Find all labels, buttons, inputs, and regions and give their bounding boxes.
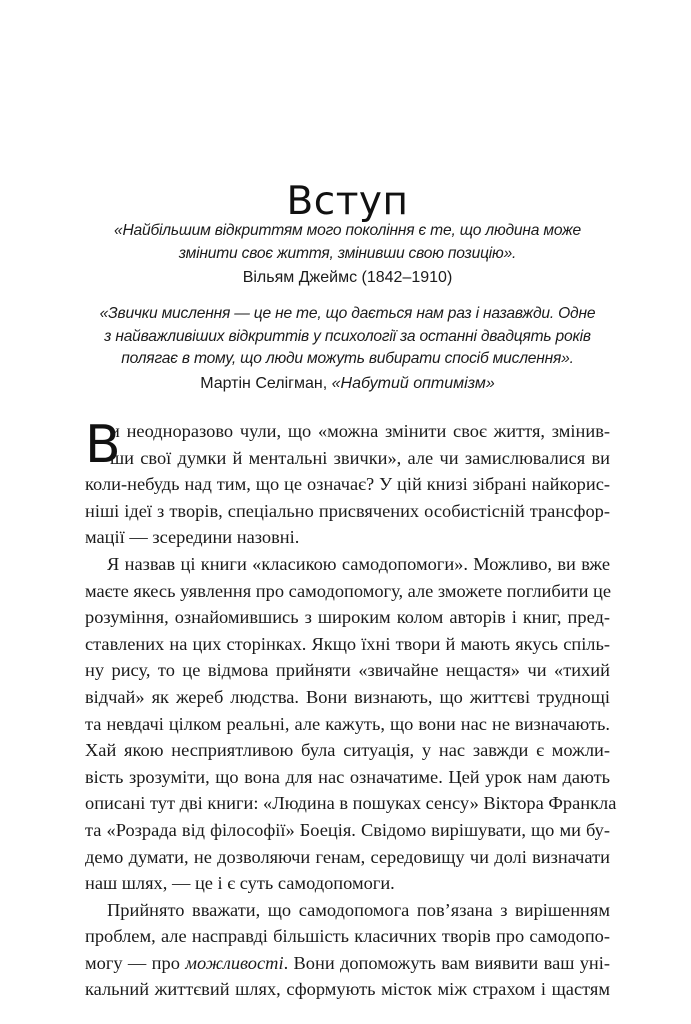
text-line: Прийнято вважати, що самодопомога пов’язана з вирішенням xyxy=(107,899,610,920)
text-line: Я назвав ці книги «класикою самодопомоги». Можливо, ви вже xyxy=(107,553,610,574)
text-line: проблем, але насправді більшість класичних творів про самодопо- xyxy=(85,926,610,947)
text-run: могу — про xyxy=(85,952,180,973)
epigraph-quote-line: «Звички мислення — це не те, що дається нам раз і назавжди. Одне xyxy=(99,305,596,322)
text-line: відчай» як жереб людства. Вони визнають, що життєві труднощі xyxy=(85,686,610,707)
text-run: . Вони допоможуть вам виявити ваш уні- xyxy=(283,952,611,973)
epigraph-author: Вільям Джеймс (1842–1910) xyxy=(242,269,453,286)
text-line: кальний життєвий шлях, сформують місток між страхом і щастям xyxy=(85,979,610,1000)
text-line: ніші ідеї з творів, спеціально присвячених особистісній трансфор- xyxy=(85,500,610,521)
text-line: та «Розрада від філософії» Боеція. Свідомо вирішувати, що ми бу- xyxy=(85,819,610,840)
drop-cap: В xyxy=(85,415,121,475)
epigraph-william-james xyxy=(85,220,610,289)
text-line: описані тут дві книги: «Людина в пошуках сенсу» Віктора Франкла xyxy=(85,793,617,814)
epigraph-quote-line: з найважливіших відкриттів у психології за останні двадцять років xyxy=(104,327,591,345)
chapter-title: Вступ xyxy=(286,179,409,225)
text-line: демо думати, не дозволяючи генам, середовищу чи долі визначати xyxy=(85,846,610,867)
epigraph-author: Мартін Селігман, xyxy=(200,374,328,392)
text-line: ну рису, то це відмова прийняти «звичайне нещастя» чи «тихий xyxy=(85,660,610,681)
text-line: Хай якою несприятливою була ситуація, у нас завжди є можли- xyxy=(85,740,610,761)
text-line xyxy=(85,950,610,977)
epigraph-quote-line: полягає в тому, що люди можуть вибирати спосіб мислення». xyxy=(121,350,574,367)
epigraph-quote-line: «Найбільшим відкриттям мого покоління є те, що людина може xyxy=(113,222,582,239)
epigraph-source-title: «Набутий оптимізм» xyxy=(331,374,495,392)
epigraph-martin-seligman xyxy=(85,303,610,395)
paragraph-2 xyxy=(85,551,617,897)
epigraph-quote-line: змінити своє життя, змінивши свою позицію». xyxy=(178,244,517,262)
text-line: розуміння, ознайомившись з широким колом авторів і книг, пред- xyxy=(85,607,610,628)
text-line: маєте якесь уявлення про самодопомогу, але зможете поглибити це xyxy=(85,580,612,601)
body-text xyxy=(85,415,617,1003)
text-line: наш шлях, — це і є суть самодопомоги. xyxy=(85,873,395,894)
epigraph-author-line xyxy=(85,373,610,395)
text-line: коли-небудь над тим, що це означає? У цій книзі зібрані найкорис- xyxy=(85,474,610,495)
text-line: та невдачі цілком реальні, але кажуть, що вони нас не визначають. xyxy=(85,713,610,734)
paragraph-3 xyxy=(85,897,610,1003)
text-line: мації — зсередини назовні. xyxy=(85,527,300,548)
text-line: ставлених на цих сторінках. Якщо їхні твори й мають якусь спіль- xyxy=(85,633,610,654)
paragraph-1 xyxy=(85,415,610,551)
text-line: ши свої думки й ментальні звички», але чи замислювалися ви xyxy=(110,447,610,468)
text-line: вість зрозуміти, що вона для нас означатиме. Цей урок нам дають xyxy=(85,766,610,787)
emphasis-text: можливості xyxy=(185,952,284,973)
text-line: и неодноразово чули, що «можна змінити своє життя, змінив- xyxy=(110,421,610,441)
